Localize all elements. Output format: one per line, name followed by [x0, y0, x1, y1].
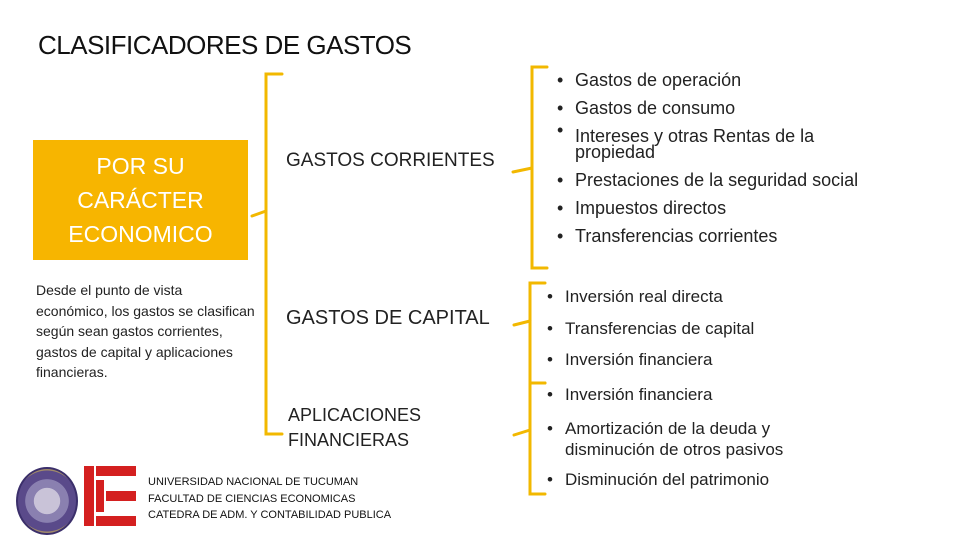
list-item: • Gastos de operación	[555, 66, 885, 94]
footer-line: UNIVERSIDAD NACIONAL DE TUCUMAN	[148, 476, 359, 488]
classification-box-line: CARÁCTER	[77, 187, 204, 213]
list-item: • Disminución del patrimonio	[545, 470, 845, 490]
list-item: • Prestaciones de la seguridad social	[555, 166, 885, 194]
footer-institution	[148, 474, 391, 524]
bracket-corrientes	[532, 67, 547, 268]
bracket-capital-tick	[514, 321, 530, 325]
list-item: • Intereses y otras Rentas de la propiedad	[555, 122, 885, 166]
category-gastos-corrientes: GASTOS CORRIENTES	[286, 150, 495, 171]
footer-line: FACULTAD DE CIENCIAS ECONOMICAS	[148, 492, 356, 505]
list-item: • Impuestos directos	[555, 194, 885, 222]
classification-description: Desde el punto de vista económico, los gastos se clasifican según sean gastos corrientes, gastos de capital y aplicaciones financieras.	[36, 282, 255, 380]
bracket-capital	[530, 283, 545, 383]
faculty-logo	[84, 466, 136, 526]
category-label-line: FINANCIERAS	[288, 430, 410, 450]
category-label-line: APLICACIONES	[288, 405, 422, 425]
classification-box-line: ECONOMICO	[68, 221, 213, 247]
bracket-corrientes-tick	[513, 168, 532, 172]
list-gastos-corrientes	[555, 66, 885, 250]
list-item: • Gastos de consumo	[555, 94, 885, 122]
list-item: • Inversión financiera	[545, 385, 845, 418]
page-title: CLASIFICADORES DE GASTOS	[38, 30, 412, 60]
bracket-financieras-tick	[514, 430, 530, 435]
classification-box-line: POR SU	[96, 153, 185, 179]
list-aplicaciones-financieras	[545, 385, 845, 490]
list-item: • Inversión real directa	[545, 287, 845, 319]
university-seal-logo	[16, 467, 78, 535]
footer-line: CATEDRA DE ADM. Y CONTABILIDAD PUBLICA	[148, 509, 392, 521]
list-item: • Transferencias corrientes	[555, 222, 885, 250]
category-gastos-capital: GASTOS DE CAPITAL	[286, 307, 490, 329]
bracket-financieras	[530, 383, 545, 494]
list-gastos-capital	[545, 287, 845, 382]
main-bracket-tick	[252, 211, 266, 216]
main-bracket	[266, 74, 282, 434]
list-item: • Inversión financiera	[545, 350, 845, 382]
list-item: • Transferencias de capital	[545, 319, 845, 351]
category-aplicaciones-financieras	[288, 403, 478, 453]
list-item: • Amortización de la deuda y disminución de otros pasivos	[545, 418, 845, 470]
